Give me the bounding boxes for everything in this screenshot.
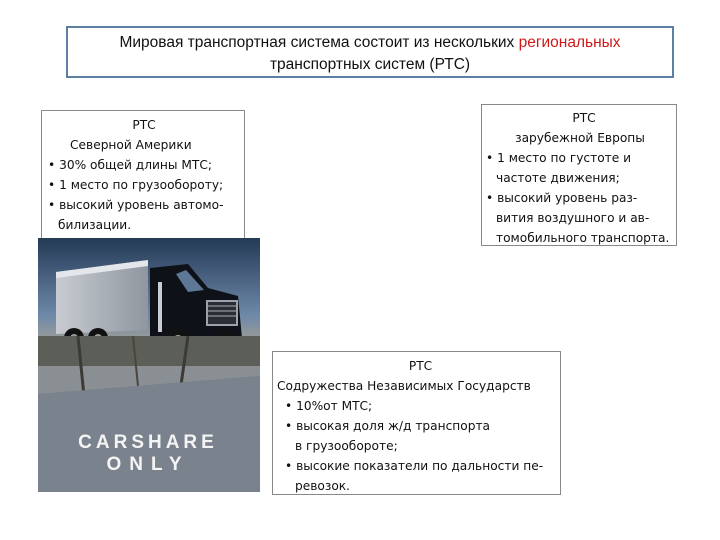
carshare-road-photo [38, 336, 260, 492]
cis-box [272, 351, 561, 495]
na-heading-2: Северной Америки [70, 138, 192, 152]
cis-heading-1: РТС [408, 359, 433, 373]
cis-bullet-1: • 10%от МТС; [285, 399, 373, 413]
na-bullet-1: • 30% общей длины МТС; [48, 158, 212, 172]
cis-bullet-2-cont: в грузообороте; [295, 439, 398, 453]
eu-bullet-2: • высокий уровень раз- [486, 191, 638, 205]
eu-bullet-1-cont: частоте движения; [496, 171, 620, 185]
eu-heading-2: зарубежной Европы [515, 131, 645, 145]
title-highlight: региональных [518, 34, 621, 51]
eu-bullet-1: • 1 место по густоте и [486, 151, 632, 165]
cis-heading-2: Содружества Независимых Государств [277, 379, 531, 393]
cis-bullet-3-cont: ревозок. [295, 479, 351, 493]
na-heading-1: РТС [132, 118, 156, 132]
eu-bullet-2-cont-1: вития воздушного и ав- [496, 211, 650, 225]
europe-box [481, 104, 677, 246]
cis-bullet-3: • высокие показатели по дальности пе- [285, 459, 544, 473]
slide-title [66, 26, 674, 78]
na-bullet-3: • высокий уровень автомо- [48, 198, 224, 212]
cis-bullet-2: • высокая доля ж/д транспорта [285, 419, 491, 433]
road-text-carshare: CARSHARE [78, 432, 218, 453]
eu-heading-1: РТС [572, 111, 596, 125]
title-line-2: транспортных систем (РТС) [269, 56, 471, 73]
road-text-only: ONLY [106, 454, 190, 475]
eu-bullet-2-cont-2: томобильного транспорта. [496, 231, 670, 245]
na-bullet-3-cont: билизации. [58, 218, 132, 232]
title-line-1: Мировая транспортная система состоит из нескольких региональных [119, 34, 621, 51]
north-america-box [41, 110, 245, 242]
na-bullet-2: • 1 место по грузообороту; [48, 178, 224, 192]
